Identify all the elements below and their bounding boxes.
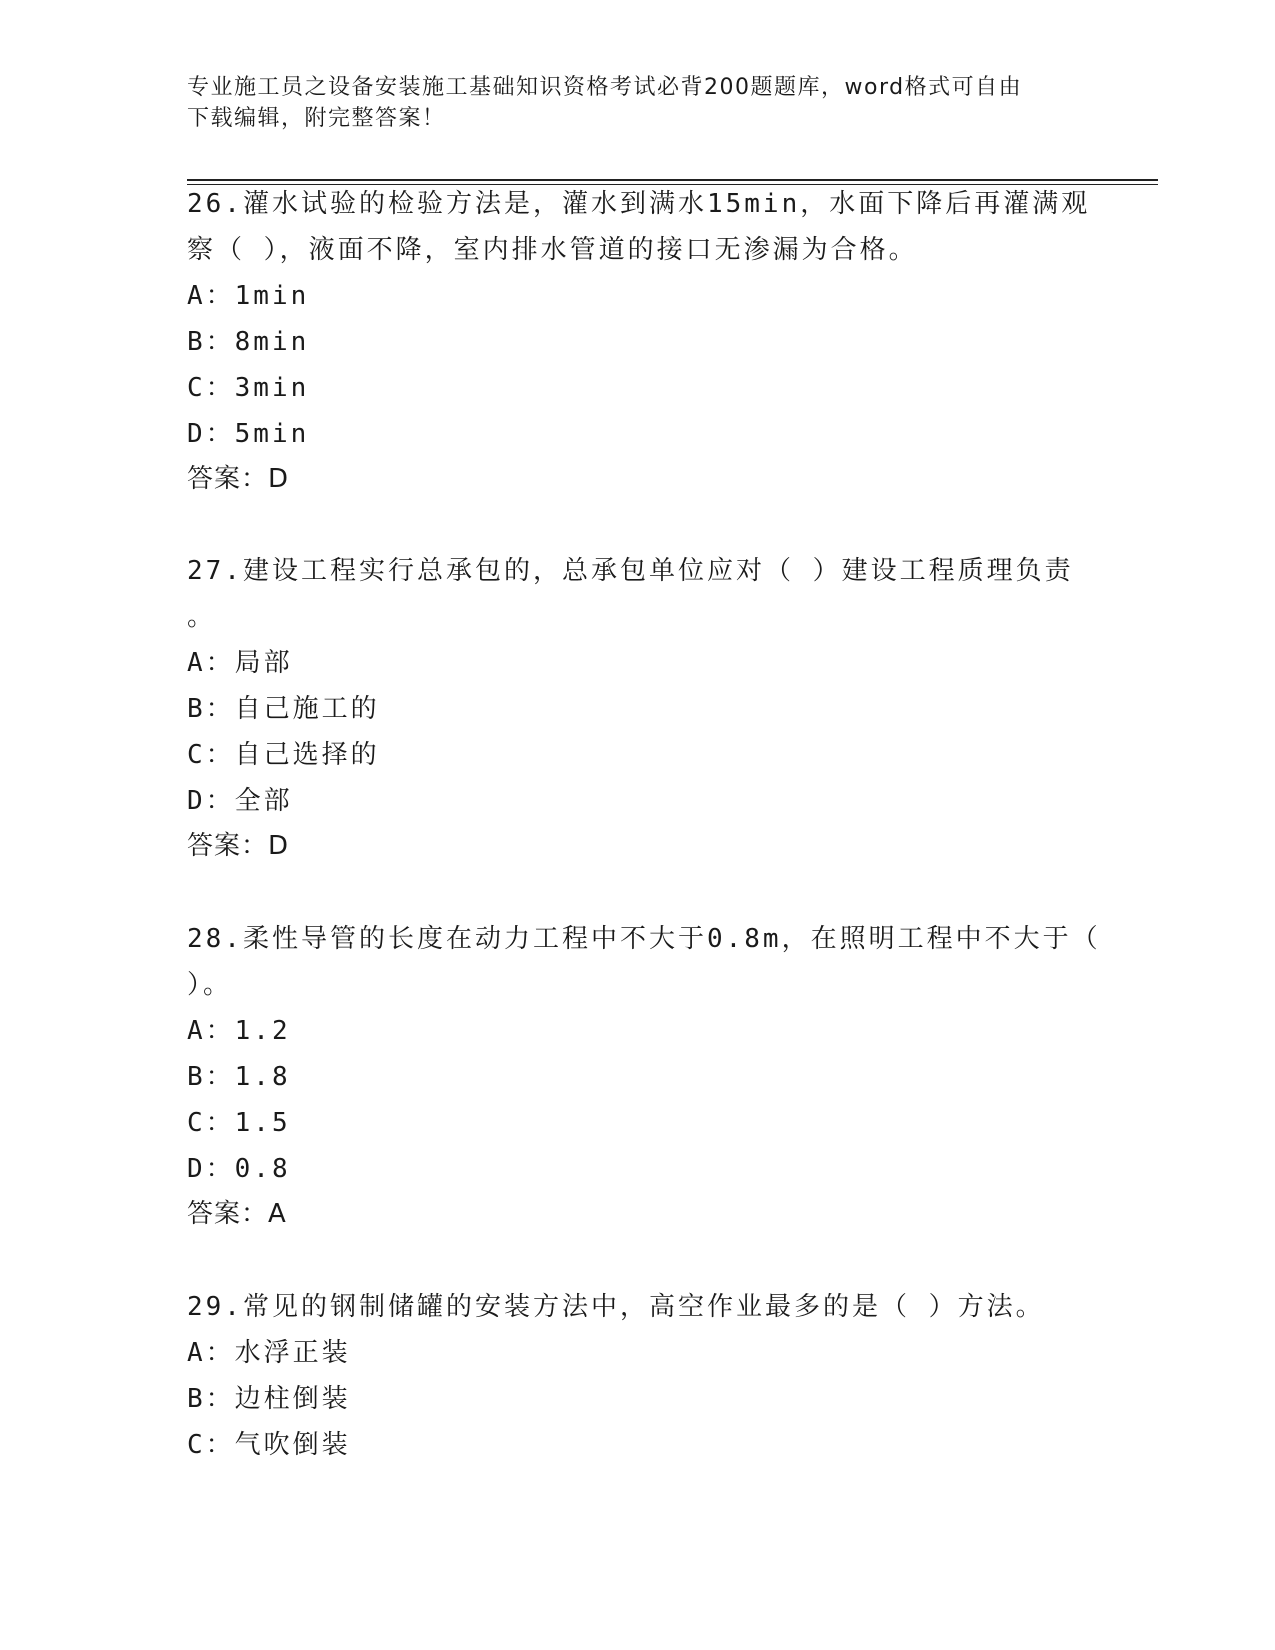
question-text-line-1: 27.建设工程实行总承包的，总承包单位应对（ ）建设工程质理负责 — [187, 556, 1074, 586]
header-line-2: 下载编辑，附完整答案！ — [187, 106, 446, 131]
option-c: C：1.5 — [187, 1108, 291, 1138]
option-d: D：0.8 — [187, 1154, 291, 1184]
option-a: A：水浮正装 — [187, 1338, 351, 1368]
question-26 — [187, 181, 1091, 501]
answer: 答案：A — [187, 1199, 287, 1229]
header-line-1: 专业施工员之设备安装施工基础知识资格考试必背200题题库，word格式可自由 — [187, 75, 1023, 100]
question-29 — [187, 1284, 1087, 1468]
option-a: A：1min — [187, 281, 310, 311]
option-b: B：1.8 — [187, 1062, 291, 1092]
question-text-line-2: 察（ ），液面不降，室内排水管道的接口无渗漏为合格。 — [187, 235, 918, 265]
option-a: A：局部 — [187, 648, 293, 678]
answer: 答案：D — [187, 464, 290, 494]
option-a: A：1.2 — [187, 1016, 291, 1046]
question-text-line-1: 28.柔性导管的长度在动力工程中不大于0.8m，在照明工程中不大于（ — [187, 924, 1101, 954]
option-d: D：全部 — [187, 786, 293, 816]
option-b: B：边柱倒装 — [187, 1384, 351, 1414]
question-text-line-2: 。 — [187, 602, 217, 632]
document-header — [187, 72, 1087, 134]
question-27 — [187, 548, 1087, 868]
answer: 答案：D — [187, 831, 290, 861]
question-text-line-1: 26.灌水试验的检验方法是，灌水到满水15min，水面下降后再灌满观 — [187, 189, 1091, 219]
question-text-line-2: ）。 — [187, 970, 233, 1000]
option-b: B：自己施工的 — [187, 694, 380, 724]
option-b: B：8min — [187, 327, 310, 357]
question-text-line-1: 29.常见的钢制储罐的安装方法中，高空作业最多的是（ ）方法。 — [187, 1292, 1045, 1322]
option-d: D：5min — [187, 419, 310, 449]
option-c: C：气吹倒装 — [187, 1430, 351, 1460]
option-c: C：自己选择的 — [187, 740, 380, 770]
option-c: C：3min — [187, 373, 310, 403]
question-28 — [187, 916, 1101, 1236]
